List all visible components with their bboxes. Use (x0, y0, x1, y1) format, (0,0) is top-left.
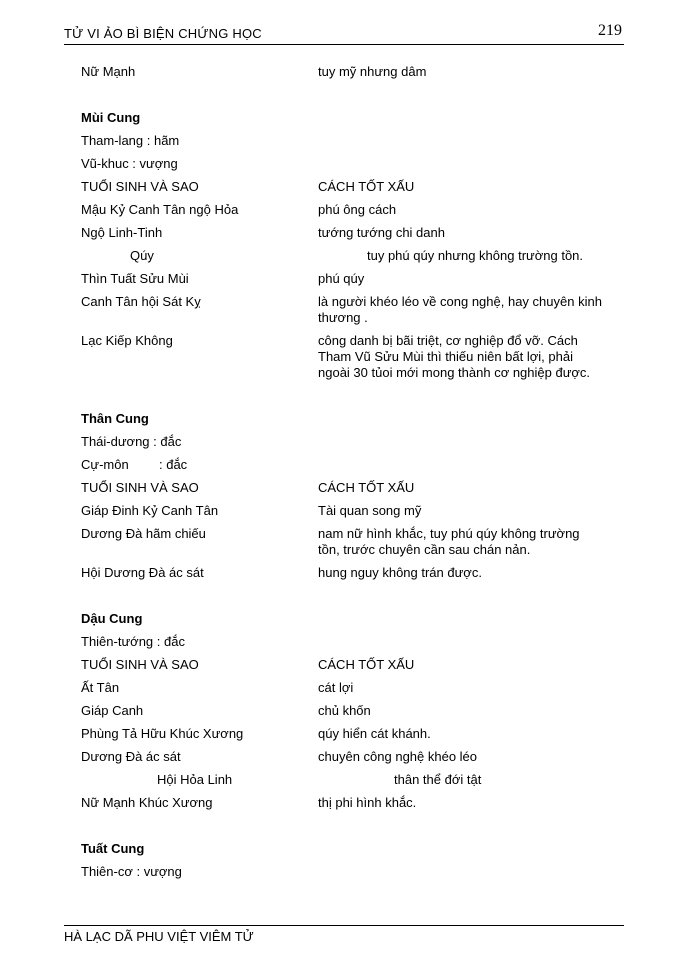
table-row (81, 333, 621, 381)
row-left: Giáp Canh (81, 703, 144, 718)
table-row (81, 294, 621, 326)
col-header-left: TUỔI SINH VÀ SAO (81, 657, 199, 672)
col-header-right: CÁCH TỐT XẤU (318, 657, 415, 672)
row-left: Ngộ Linh-Tinh (81, 225, 163, 240)
col-header-right: CÁCH TỐT XẤU (318, 179, 415, 194)
table-row (81, 703, 621, 719)
star-line: Thái-dương : đắc (81, 434, 182, 449)
row-right: Tài quan song mỹ (318, 503, 422, 518)
row-left: Dương Đà hãm chiếu (81, 526, 206, 541)
table-row (81, 772, 621, 788)
row-left: Nữ Mạnh (81, 64, 136, 79)
row-left: Ất Tân (81, 680, 120, 695)
col-header-left: TUỔI SINH VÀ SAO (81, 480, 199, 495)
table-row (81, 680, 621, 696)
row-right: là người khéo léo về cong nghệ, hay chuyên kinh thương . (318, 294, 602, 325)
table-row (81, 726, 621, 742)
table-row (81, 526, 621, 558)
row-right: tuy mỹ nhưng dâm (318, 64, 427, 79)
table-row (81, 271, 621, 287)
row-left: Hội Dương Đà ác sát (81, 565, 204, 580)
row-right: hung nguy không trán được. (318, 565, 482, 580)
section-title-tuat: Tuất Cung (81, 841, 145, 856)
star-line (81, 457, 621, 473)
spacer (81, 388, 621, 411)
table-row (81, 248, 621, 264)
spacer (81, 588, 621, 611)
row-left: Hội Hỏa Linh (157, 772, 233, 787)
row-right: phú qúy (318, 271, 365, 286)
row-left: Dương Đà ác sát (81, 749, 181, 764)
table-row (81, 795, 621, 811)
section-title-dau: Dậu Cung (81, 611, 143, 626)
row-right: tuy phú qúy nhưng không trường tồn. (367, 248, 584, 263)
star-line: Thiên-cơ : vượng (81, 864, 182, 879)
col-header-left: TUỔI SINH VÀ SAO (81, 179, 199, 194)
page-footer (64, 925, 624, 944)
row-left: Phùng Tả Hữu Khúc Xương (81, 726, 244, 741)
star-line: Tham-lang : hãm (81, 133, 180, 148)
table-row (81, 64, 621, 80)
book-title: TỬ VI ẢO BÌ BIỆN CHỨNG HỌC (64, 26, 262, 41)
page-number: 219 (598, 22, 622, 39)
spacer (81, 87, 621, 110)
star-status: : đắc (159, 457, 188, 472)
row-left: Mậu Kỷ Canh Tân ngộ Hỏa (81, 202, 239, 217)
row-left: Nữ Mạnh Khúc Xương (81, 795, 213, 810)
row-right: thị phi hình khắc. (318, 795, 417, 810)
row-left: Canh Tân hội Sát Kỵ (81, 294, 201, 309)
column-headers (81, 179, 621, 195)
column-headers (81, 480, 621, 496)
table-row (81, 503, 621, 519)
spacer (81, 818, 621, 841)
footer-text: HÀ LẠC DÃ PHU VIỆT VIÊM TỬ (64, 929, 254, 944)
row-right: cát lợi (318, 680, 354, 695)
row-right: tướng tướng chi danh (318, 225, 445, 240)
row-right: chuyên công nghệ khéo léo (318, 749, 478, 764)
row-right: chủ khốn (318, 703, 371, 718)
table-row (81, 565, 621, 581)
column-headers (81, 657, 621, 673)
section-title-mui: Mùi Cung (81, 110, 141, 125)
row-right: phú ông cách (318, 202, 397, 217)
row-right: thân thể đới tật (394, 772, 482, 787)
star-line: Vũ-khuc : vượng (81, 156, 178, 171)
col-header-right: CÁCH TỐT XẤU (318, 480, 415, 495)
row-left: Thìn Tuất Sửu Mùi (81, 271, 189, 286)
table-row (81, 225, 621, 241)
page-body (81, 64, 621, 887)
row-right: nam nữ hình khắc, tuy phú qúy không trường tồn, trước chuyên cần sau chán nản. (318, 526, 580, 557)
row-left: Qúy (130, 248, 154, 263)
section-title-than: Thân Cung (81, 411, 149, 426)
star-name: Cự-môn (81, 457, 129, 472)
star-line: Thiên-tướng : đắc (81, 634, 185, 649)
row-left: Giáp Đinh Kỷ Canh Tân (81, 503, 219, 518)
table-row (81, 749, 621, 765)
row-right: qúy hiển cát khánh. (318, 726, 431, 741)
row-left: Lạc Kiếp Không (81, 333, 173, 348)
table-row (81, 202, 621, 218)
row-right: công danh bị bãi triệt, cơ nghiệp đổ vỡ. Cách Tham Vũ Sửu Mùi thì thiếu niên bất lợi, phải ngoài 30 tủoi mới mong thành cơ nghiệp được. (318, 333, 591, 380)
page-header (64, 22, 624, 45)
